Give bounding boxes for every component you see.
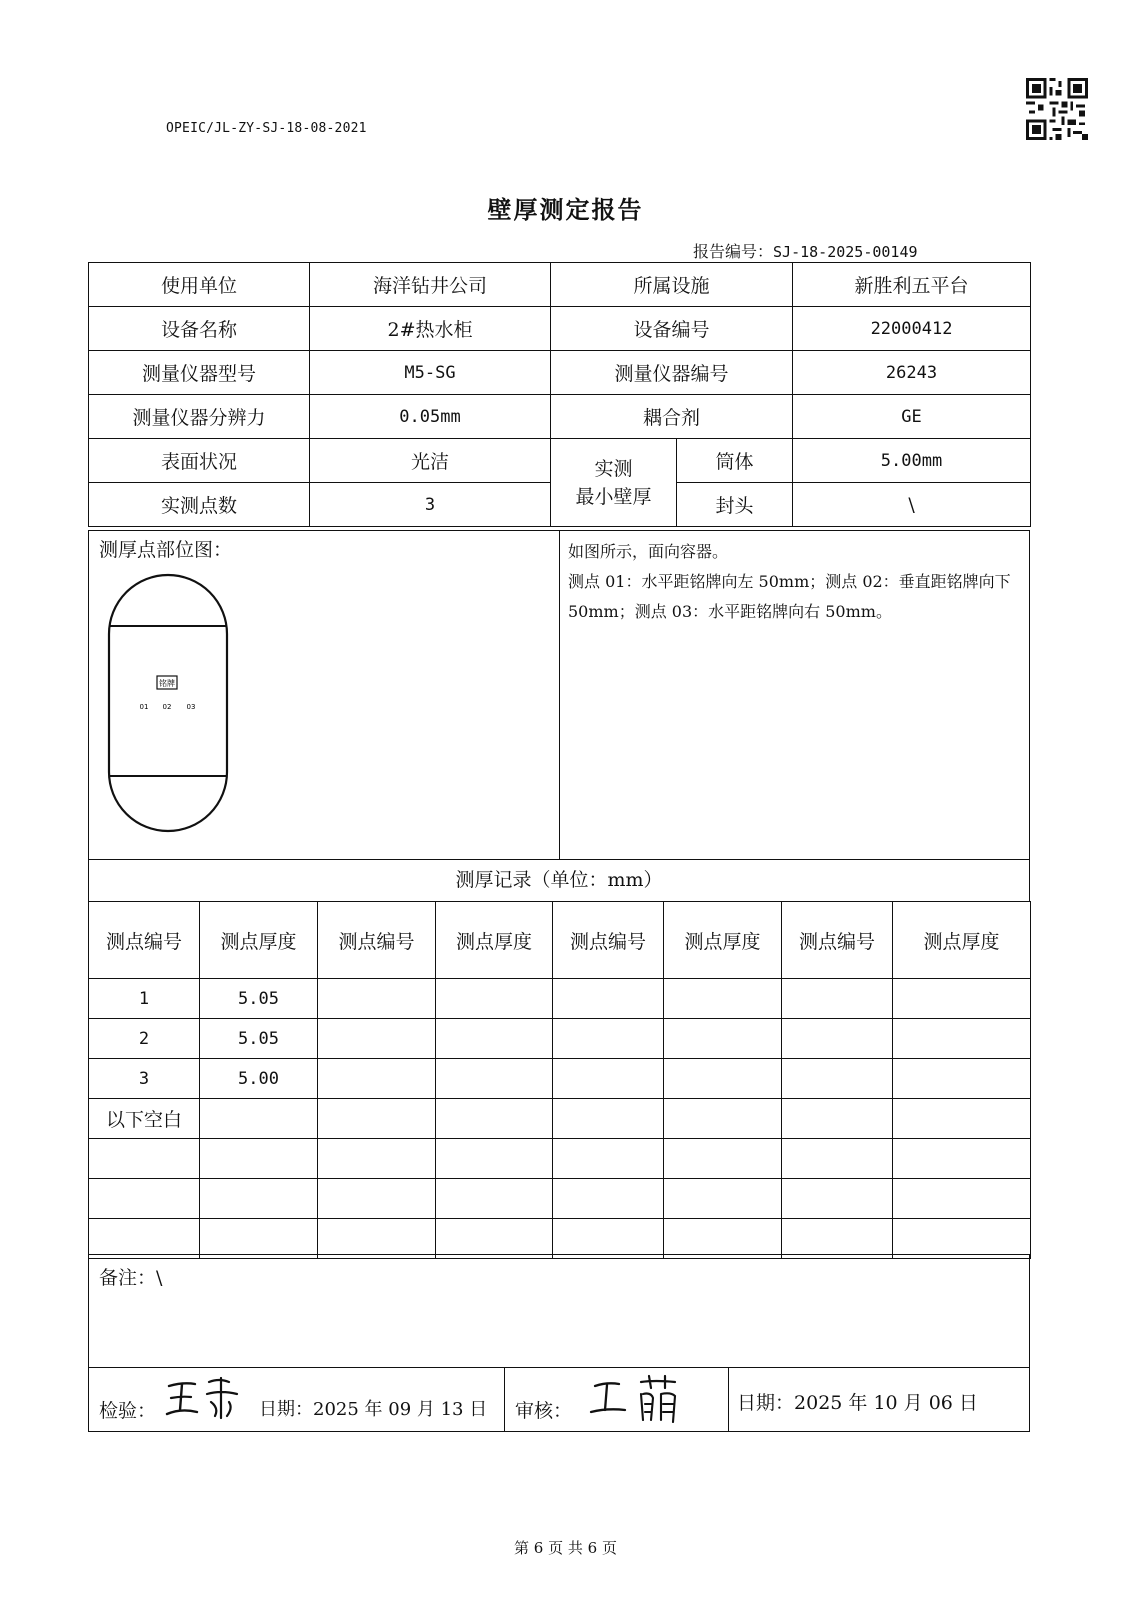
surface-value: 光洁	[310, 439, 551, 483]
description-line-1: 如图所示，面向容器。	[568, 542, 729, 561]
row-thickness: 5.05	[200, 979, 318, 1019]
point-02-label: 02	[162, 703, 172, 711]
couplant-label: 耦合剂	[551, 395, 793, 439]
diagram-section	[88, 530, 560, 860]
nameplate-text: 铭牌	[159, 679, 175, 688]
report-number	[693, 239, 918, 262]
min-wall-label-line2: 最小壁厚	[575, 485, 652, 508]
description-section	[559, 530, 1030, 860]
min-wall-label	[551, 439, 677, 527]
point-03-label: 03	[186, 703, 196, 711]
instrument-model-label: 测量仪器型号	[89, 351, 310, 395]
report-title: 壁厚测定报告	[487, 196, 644, 224]
row-point: 3	[89, 1059, 200, 1099]
table-row	[89, 1099, 1031, 1139]
point-count-value: 3	[310, 483, 551, 527]
row-thickness: 5.00	[200, 1059, 318, 1099]
page-footer: 第 6 页 共 6 页	[514, 1539, 617, 1557]
equipment-no-value: 22000412	[793, 307, 1031, 351]
col-thickness-4: 测点厚度	[893, 902, 1031, 979]
shell-value: 5.00mm	[793, 439, 1031, 483]
review-cell	[504, 1367, 729, 1432]
thickness-record-table	[88, 901, 1031, 1259]
instrument-no-label: 测量仪器编号	[551, 351, 793, 395]
col-point-1: 测点编号	[89, 902, 200, 979]
col-thickness-1: 测点厚度	[200, 902, 318, 979]
record-title: 测厚记录（单位：mm）	[88, 859, 1030, 902]
instrument-model-value: M5-SG	[310, 351, 551, 395]
row-thickness	[200, 1099, 318, 1139]
surface-label: 表面状况	[89, 439, 310, 483]
table-row	[89, 1059, 1031, 1099]
couplant-value: GE	[793, 395, 1031, 439]
row-thickness	[200, 1139, 318, 1179]
row-point	[89, 1139, 200, 1179]
row-point	[89, 1219, 200, 1259]
table-row	[89, 1139, 1031, 1179]
equipment-name-label: 设备名称	[89, 307, 310, 351]
review-date-value: 2025 年 10 月 06 日	[794, 1392, 978, 1414]
facility-value: 新胜利五平台	[793, 263, 1031, 307]
col-point-3: 测点编号	[553, 902, 664, 979]
point-01-label: 01	[139, 703, 149, 711]
remarks-label: 备注：\	[99, 1267, 163, 1289]
table-row	[89, 1219, 1031, 1259]
row-point: 以下空白	[89, 1099, 200, 1139]
document-code: OPEIC/JL-ZY-SJ-18-08-2021	[166, 121, 367, 136]
vessel-diagram	[107, 573, 231, 835]
min-wall-label-line1: 实测	[594, 457, 633, 480]
head-label: 封头	[677, 483, 793, 527]
facility-label: 所属设施	[551, 263, 793, 307]
row-point: 2	[89, 1019, 200, 1059]
row-point	[89, 1179, 200, 1219]
inspection-cell	[88, 1367, 505, 1432]
inspect-date	[259, 1395, 487, 1421]
shell-label: 筒体	[677, 439, 793, 483]
resolution-label: 测量仪器分辨力	[89, 395, 310, 439]
table-row	[89, 1019, 1031, 1059]
inspect-label: 检验：	[99, 1400, 157, 1422]
equipment-name-value: 2#热水柜	[310, 307, 551, 351]
head-value: \	[793, 483, 1031, 527]
report-number-label: 报告编号：	[693, 242, 774, 261]
diagram-label: 测厚点部位图：	[99, 539, 233, 561]
resolution-value: 0.05mm	[310, 395, 551, 439]
col-thickness-2: 测点厚度	[436, 902, 553, 979]
use-unit-label: 使用单位	[89, 263, 310, 307]
record-header-row	[89, 902, 1031, 979]
signature-row	[88, 1367, 1030, 1432]
table-row	[89, 1179, 1031, 1219]
table-row	[89, 979, 1031, 1019]
qr-code-icon	[1026, 78, 1088, 140]
equipment-no-label: 设备编号	[551, 307, 793, 351]
row-thickness	[200, 1179, 318, 1219]
inspector-signature	[163, 1372, 253, 1428]
inspect-date-value: 2025 年 09 月 13 日	[313, 1399, 488, 1420]
remarks-section	[88, 1254, 1030, 1368]
review-date-label: 日期：	[737, 1392, 795, 1414]
inspect-date-label: 日期：	[259, 1399, 313, 1420]
reviewer-signature	[585, 1370, 705, 1428]
col-point-2: 测点编号	[318, 902, 436, 979]
point-count-label: 实测点数	[89, 483, 310, 527]
report-number-value: SJ-18-2025-00149	[773, 243, 918, 261]
review-date-cell	[728, 1367, 1030, 1432]
review-label: 审核：	[515, 1400, 573, 1422]
equipment-info-table	[88, 262, 1031, 527]
review-date	[737, 1388, 978, 1415]
row-thickness: 5.05	[200, 1019, 318, 1059]
instrument-no-value: 26243	[793, 351, 1031, 395]
row-thickness	[200, 1219, 318, 1259]
use-unit-value: 海洋钻井公司	[310, 263, 551, 307]
row-point: 1	[89, 979, 200, 1019]
description-line-2: 测点 01：水平距铭牌向左 50mm；测点 02：垂直距铭牌向下 50mm；测点 03：水平距铭牌向右 50mm。	[568, 572, 1011, 621]
col-thickness-3: 测点厚度	[664, 902, 782, 979]
col-point-4: 测点编号	[782, 902, 893, 979]
